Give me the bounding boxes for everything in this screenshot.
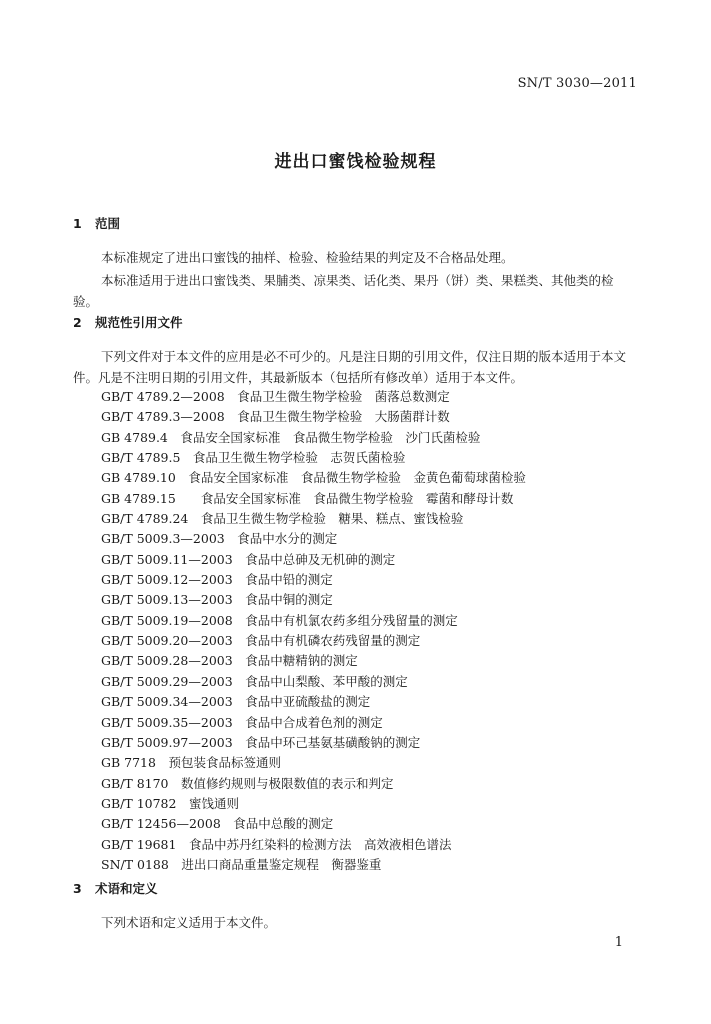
reference-item: SN/T 0188 进出口商品重量鉴定规程 衡器鉴重 xyxy=(101,856,382,872)
document-title: 进出口蜜饯检验规程 xyxy=(274,152,437,172)
section-2-number: 2 xyxy=(73,315,82,330)
reference-item: GB/T 5009.20—2003 食品中有机磷农药残留量的测定 xyxy=(101,633,421,649)
normative-references-list xyxy=(101,387,526,875)
reference-item: GB/T 5009.28—2003 食品中糖精钠的测定 xyxy=(101,653,358,669)
reference-item: GB/T 5009.19—2008 食品中有机氯农药多组分残留量的测定 xyxy=(101,612,458,628)
section-1-heading xyxy=(73,214,120,232)
reference-item: GB/T 10782 蜜饯通则 xyxy=(101,795,239,811)
reference-item: GB/T 8170 数值修约规则与极限数值的表示和判定 xyxy=(101,775,394,791)
page-number: 1 xyxy=(614,935,623,950)
section-1-paragraph-1: 本标准规定了进出口蜜饯的抽样、检验、检验结果的判定及不合格品处理。 xyxy=(101,250,514,265)
section-1-title: 范围 xyxy=(95,216,121,231)
reference-item: GB/T 5009.11—2003 食品中总砷及无机砷的测定 xyxy=(101,551,396,567)
reference-item: GB 4789.10 食品安全国家标准 食品微生物学检验 金黄色葡萄球菌检验 xyxy=(101,470,526,486)
reference-item: GB/T 12456—2008 食品中总酸的测定 xyxy=(101,816,334,832)
reference-item: GB/T 5009.35—2003 食品中合成着色剂的测定 xyxy=(101,714,383,730)
reference-item: GB/T 5009.34—2003 食品中亚硫酸盐的测定 xyxy=(101,694,371,710)
reference-item: GB/T 5009.29—2003 食品中山梨酸、苯甲酸的测定 xyxy=(101,673,408,689)
reference-item: GB/T 5009.12—2003 食品中铅的测定 xyxy=(101,572,333,588)
reference-item: GB/T 4789.3—2008 食品卫生微生物学检验 大肠菌群计数 xyxy=(101,409,450,425)
reference-item: GB/T 4789.5 食品卫生微生物学检验 志贺氏菌检验 xyxy=(101,450,406,466)
reference-item: GB/T 5009.13—2003 食品中铜的测定 xyxy=(101,592,333,608)
reference-item: GB/T 4789.24 食品卫生微生物学检验 糖果、糕点、蜜饯检验 xyxy=(101,511,464,527)
section-2-title: 规范性引用文件 xyxy=(95,315,183,330)
section-1-paragraph-2: 本标准适用于进出口蜜饯类、果脯类、凉果类、话化类、果丹（饼）类、果糕类、其他类的检验。 xyxy=(73,273,614,309)
reference-item: GB/T 5009.3—2003 食品中水分的测定 xyxy=(101,531,338,547)
section-3-heading xyxy=(73,879,158,897)
reference-item: GB/T 4789.2—2008 食品卫生微生物学检验 菌落总数测定 xyxy=(101,389,450,404)
reference-item: GB/T 5009.97—2003 食品中环己基氨基磺酸钠的测定 xyxy=(101,734,421,750)
section-2-heading xyxy=(73,313,183,331)
reference-item: GB 4789.15 食品安全国家标准 食品微生物学检验 霉菌和酵母计数 xyxy=(101,490,514,506)
reference-item: GB 7718 预包装食品标签通则 xyxy=(101,755,281,771)
section-3-number: 3 xyxy=(73,881,82,896)
reference-item: GB 4789.4 食品安全国家标准 食品微生物学检验 沙门氏菌检验 xyxy=(101,429,481,445)
section-3-paragraph-1: 下列术语和定义适用于本文件。 xyxy=(101,915,277,930)
reference-item: GB/T 19681 食品中苏丹红染料的检测方法 高效液相色谱法 xyxy=(101,836,452,852)
section-3-title: 术语和定义 xyxy=(95,881,158,896)
document-code: SN/T 3030—2011 xyxy=(517,76,637,91)
section-1-number: 1 xyxy=(73,216,82,231)
section-2-intro: 下列文件对于本文件的应用是必不可少的。凡是注日期的引用文件，仅注日期的版本适用于本文件。凡是不注明日期的引用文件，其最新版本（包括所有修改单）适用于本文件。 xyxy=(73,349,627,385)
